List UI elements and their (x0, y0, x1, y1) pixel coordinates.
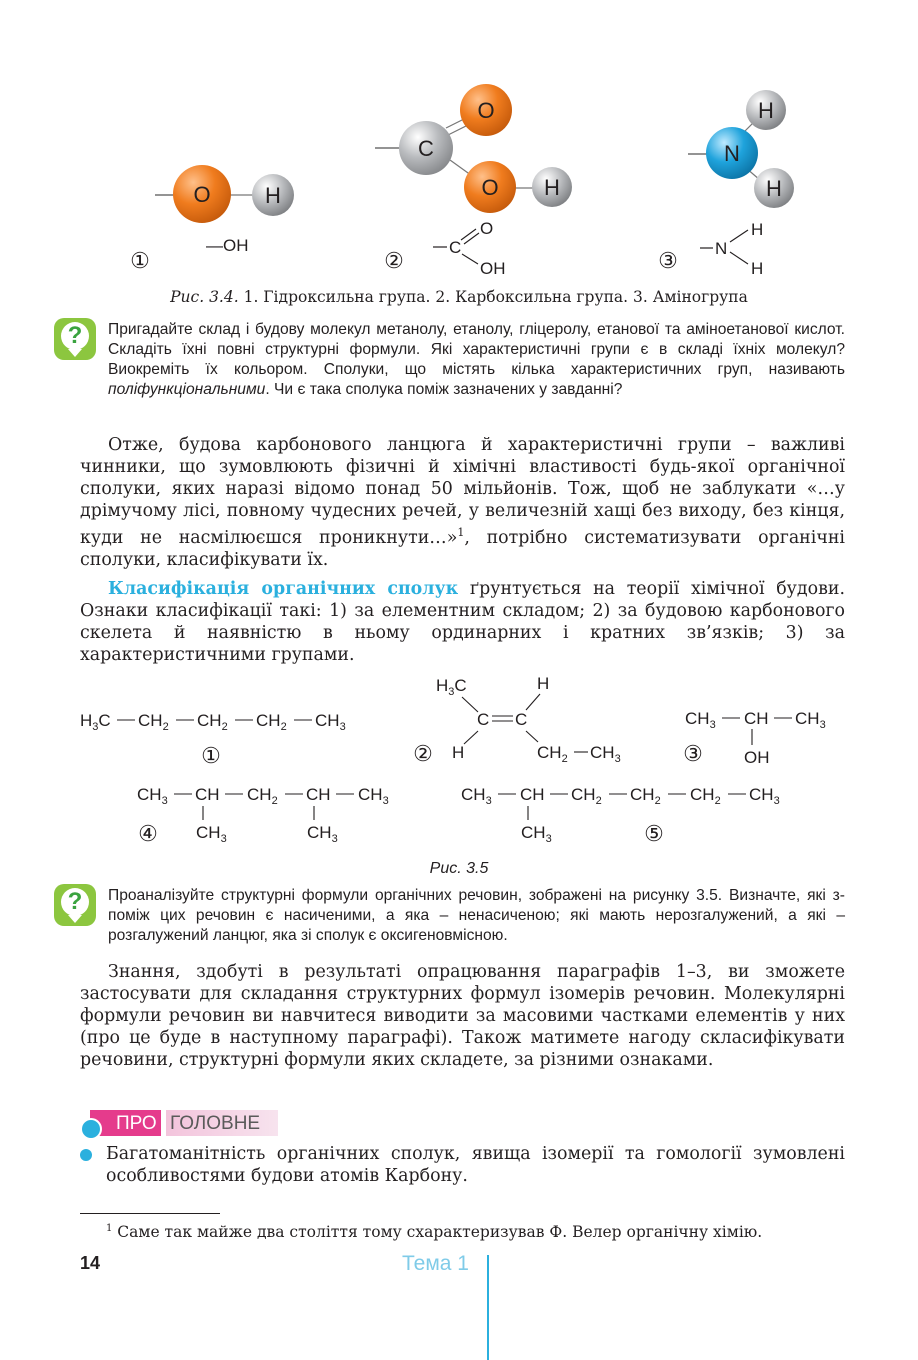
compound-3 (685, 709, 826, 767)
formula-o: O (480, 219, 494, 238)
svg-text:H: H (537, 674, 550, 693)
svg-text:CH2: $CH_2$ (630, 785, 661, 807)
figure-3-5-caption: Рис. 3.5 (429, 860, 489, 877)
hydroxyl-formula: —OH (206, 236, 249, 255)
paragraph-1 (80, 434, 845, 571)
summary-dot-icon (80, 1118, 102, 1140)
figure-3-4-caption (0, 288, 918, 306)
hydroxyl-model (155, 165, 294, 223)
svg-text:CH: CH (306, 785, 331, 804)
footnote-divider (80, 1213, 220, 1214)
footnote-text: Саме так майже два століття тому схарактеризував Ф. Велер органічну хімію. (112, 1223, 763, 1242)
summary-pro: ПРО (90, 1110, 161, 1136)
compound-4 (137, 785, 389, 845)
hydrogen-label: H (544, 175, 560, 200)
paragraph-2-text: ґрунтується на теорії хімічної будови. Ознаки класифікації такі: 1) за елементним складом; 2) за будовою карбонового скелета й наявністю в ньому ординарних і кратних зв’язків; 3) за характеристичними групами. (80, 579, 845, 665)
summary-bullet-icon (80, 1149, 92, 1161)
fig35-num-5: ⑤ (644, 821, 664, 846)
svg-text:CH3: $CH_3$ (137, 785, 168, 807)
hydrogen-label: H (758, 98, 774, 123)
question-icon: ? (54, 318, 96, 360)
fig34-num-2: ② (384, 248, 404, 273)
svg-text:C: C (477, 710, 490, 729)
amino-formula (700, 220, 763, 278)
svg-text:CH: CH (744, 709, 769, 728)
caption-prefix: Рис. 3.4. (170, 288, 239, 306)
svg-text:C: C (515, 710, 528, 729)
svg-text:H3C: $H_3C$ (436, 676, 467, 698)
svg-text:CH3: $CH_3$ (315, 711, 346, 733)
svg-text:CH3: $CH_3$ (358, 785, 389, 807)
task-1-text-end: . Чи є така сполука поміж зазначених у завданні? (265, 381, 623, 398)
compound-2 (436, 674, 621, 765)
figure-3-5 (0, 668, 918, 858)
paragraph-3 (80, 961, 845, 1071)
formula-n: N (715, 239, 728, 258)
footnote (106, 1219, 851, 1242)
carboxyl-formula (433, 219, 506, 278)
svg-text:CH: CH (520, 785, 545, 804)
task-1 (108, 320, 845, 400)
footer-divider (487, 1255, 489, 1360)
compound-5 (461, 785, 780, 845)
hydrogen-label: H (766, 176, 782, 201)
svg-text:CH3: $CH_3$ (521, 823, 552, 845)
summary-heading (80, 1110, 275, 1138)
footnote-ref[interactable]: 1 (457, 526, 465, 539)
paragraph-3-text: Знання, здобуті в результаті опрацювання параграфів 1–3, ви зможете застосувати для складання структурних формул ізомерів речовин. Молекулярні формули речовин ви навчитеся виводити за масовими частками елементів у них (про це буде в наступному параграфі). Також матимете нагоду скласифікувати речовини, структурні формули яких складете, за різними ознаками. (80, 962, 845, 1070)
svg-text:CH: CH (195, 785, 220, 804)
fig35-num-3: ③ (683, 741, 703, 766)
fig34-num-1: ① (130, 248, 150, 273)
formula-c: C (449, 238, 462, 257)
svg-text:CH3: $CH_3$ (795, 709, 826, 731)
caption-text: 1. Гідроксильна група. 2. Карбоксильна група. 3. Аміногрупа (238, 288, 748, 306)
oxygen-label: O (481, 175, 499, 200)
task-2 (108, 886, 845, 946)
svg-text:CH2: $CH_2$ (138, 711, 169, 733)
figure-3-4 (0, 80, 918, 285)
fig35-num-4: ④ (138, 821, 158, 846)
svg-text:H3C: $H_3C$ (80, 711, 111, 733)
svg-text:CH3: $CH_3$ (196, 823, 227, 845)
summary-bullet-text: Багатоманітність органічних сполук, явища ізомерії та гомології зумовлені особливостями будови атомів Карбону. (106, 1144, 845, 1186)
formula-h: H (751, 259, 764, 278)
term-highlight: Класифікація органічних сполук (108, 579, 459, 599)
footnote-mark: 1 (106, 1223, 113, 1234)
svg-text:CH3: $CH_3$ (749, 785, 780, 807)
task-1-term: поліфункціональними (108, 381, 266, 398)
topic-label: Тема 1 (402, 1252, 469, 1275)
svg-text:H: H (452, 743, 465, 762)
svg-text:CH2: $CH_2$ (690, 785, 721, 807)
svg-text:CH2: $CH_2$ (571, 785, 602, 807)
svg-text:CH2: $CH_2$ (197, 711, 228, 733)
svg-text:CH2: $CH_2$ (247, 785, 278, 807)
formula-h: H (751, 220, 764, 239)
paragraph-1-text-end: , потрібно систематизувати органічні сполуки, класифікувати їх. (80, 527, 845, 570)
task-1-text: Пригадайте склад і будову молекул метанолу, етанолу, гліцеролу, етанової та аміноетанової кислот. Складіть їхні повні структурні формули. Які характеристичні групи є в складі їхніх молекул? Виокреміть їх кольором. Сполуки, що містять кілька характеристичних груп, називають (108, 321, 845, 378)
svg-text:CH3: $CH_3$ (685, 709, 716, 731)
formula-oh: OH (480, 259, 506, 278)
fig35-num-2: ② (413, 741, 433, 766)
svg-text:CH2: $CH_2$ (256, 711, 287, 733)
hydrogen-label: H (265, 183, 281, 208)
amino-model (688, 90, 794, 208)
carbon-label: C (418, 136, 434, 161)
summary-bullet (106, 1143, 845, 1187)
svg-text:CH3: $CH_3$ (590, 743, 621, 765)
svg-text:CH2: $CH_2$ (537, 743, 568, 765)
compound-1 (80, 711, 346, 733)
page-number: 14 (80, 1253, 101, 1273)
summary-golovne: ГОЛОВНЕ (166, 1110, 278, 1136)
svg-text:CH3: $CH_3$ (307, 823, 338, 845)
task-2-text: Проаналізуйте структурні формули органічних речовин, зображені на рисунку 3.5. Визначте, які з-поміж цих речовин є насиченими, а яка – ненасиченою; які мають нерозгалужений, а які – розгалужений ланцюг, яка зі сполук є оксигеновмісною. (108, 887, 845, 944)
nitrogen-label: N (724, 141, 740, 166)
paragraph-1-text: Отже, будова карбонового ланцюга й характеристичні групи – важливі чинники, що зумовлюють фізичні й хімічні властивості будь-якої органічної сполуки, яких наразі відомо понад 50 мільйонів. Тож, щоб не заблукати «…у дрімучому лісі, повному чудесних речей, у величезній хащі без виходу, без кінця, куди не насмілюєшся проникнути…» (80, 435, 845, 548)
oxygen-label: O (193, 182, 211, 207)
question-icon: ? (54, 884, 96, 926)
svg-text:OH: OH (744, 748, 770, 767)
fig35-num-1: ① (201, 743, 221, 768)
fig34-num-3: ③ (658, 248, 678, 273)
svg-text:CH3: $CH_3$ (461, 785, 492, 807)
oxygen-label: O (477, 98, 495, 123)
paragraph-2 (80, 578, 845, 666)
carboxyl-model (375, 84, 572, 213)
